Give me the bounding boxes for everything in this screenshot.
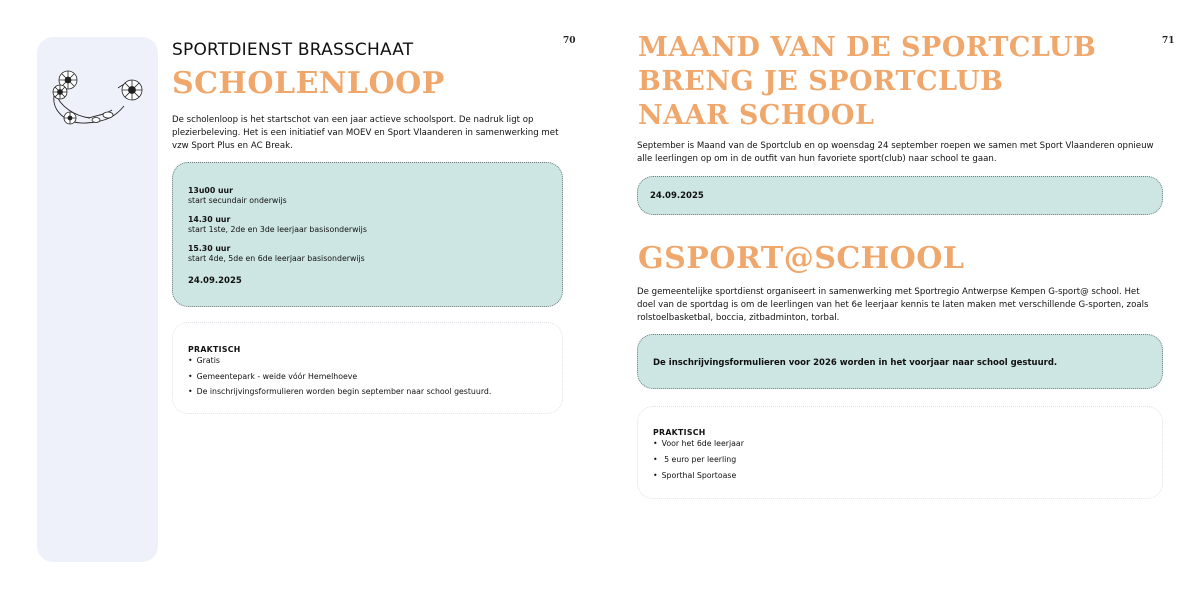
sportclub-title: [638, 31, 1096, 133]
schedule-desc: start 4de, 5de en 6de leerjaar basisonderwijs: [188, 254, 365, 263]
practical-item: • 5 euro per leerling: [653, 455, 736, 465]
sportclub-title-line: BRENG JE SPORTCLUB: [638, 66, 1004, 97]
sportclub-date-box: [637, 176, 1163, 215]
gsport-title: GSPORT@SCHOOL: [638, 241, 965, 276]
practical-item: • Gratis: [188, 356, 220, 366]
schedule-box: [172, 162, 563, 307]
scholenloop-intro: De scholenloop is het startschot van een jaar actieve schoolsport. De nadruk ligt op plezierbeleving. Het is een initiatief van MOEV en Sport Vlaanderen in samenwerking met vzw Sport Plus en AC Break.: [172, 115, 559, 151]
practical-box-left: [172, 322, 563, 414]
schedule-item: [188, 244, 548, 264]
page-number-left: 70: [563, 36, 576, 46]
sportclub-intro: September is Maand van de Sportclub en op woensdag 24 september roepen we samen met Sport Vlaanderen opnieuw alle leerlingen op om in de outfit van hun favoriete sport(club) naar school te gaan.: [637, 141, 1154, 164]
practical-title: PRAKTISCH: [188, 345, 241, 354]
page-number-right: 71: [1162, 36, 1175, 46]
practical-item: • Voor het 6de leerjaar: [653, 439, 744, 449]
gsport-callout: De inschrijvingsformulieren voor 2026 worden in het voorjaar naar school gestuurd.: [653, 358, 1058, 368]
practical-title: PRAKTISCH: [653, 428, 706, 437]
schedule-time: 15.30 uur: [188, 244, 231, 253]
schedule-desc: start 1ste, 2de en 3de leerjaar basisonderwijs: [188, 225, 367, 234]
sportclub-title-line: NAAR SCHOOL: [638, 100, 875, 131]
schedule-item: [188, 186, 548, 206]
gsport-intro: De gemeentelijke sportdienst organiseert in samenwerking met Sportregio Antwerpse Kempen G-sport@ school. Het doel van de sportdag is om de leerlingen van het 6e leerjaar kennis te laten maken met verschillende G-sporten, zoals rolstoelbasketbal, boccia, zitbadminton, torbal.: [637, 287, 1149, 323]
schedule-desc: start secundair onderwijs: [188, 196, 287, 205]
sportclub-title-line: MAAND VAN DE SPORTCLUB: [638, 32, 1097, 63]
schedule-time: 13u00 uur: [188, 186, 233, 195]
scholenloop-title: SCHOLENLOOP: [172, 66, 445, 101]
sportclub-date: 24.09.2025: [650, 191, 704, 201]
gsport-callout-box: [637, 334, 1163, 389]
practical-box-right: [637, 406, 1163, 499]
practical-item: • De inschrijvingsformulieren worden begin september naar school gestuurd.: [188, 387, 491, 397]
practical-item: • Sporthal Sportoase: [653, 471, 736, 481]
scholenloop-date: 24.09.2025: [188, 276, 242, 286]
practical-item: • Gemeentepark - weide vóór Hemelhoeve: [188, 372, 357, 382]
schedule-time: 14.30 uur: [188, 215, 231, 224]
flower-wreath-illustration: [46, 66, 150, 130]
schedule-item: [188, 215, 548, 235]
kicker-heading: SPORTDIENST BRASSCHAAT: [172, 40, 414, 60]
